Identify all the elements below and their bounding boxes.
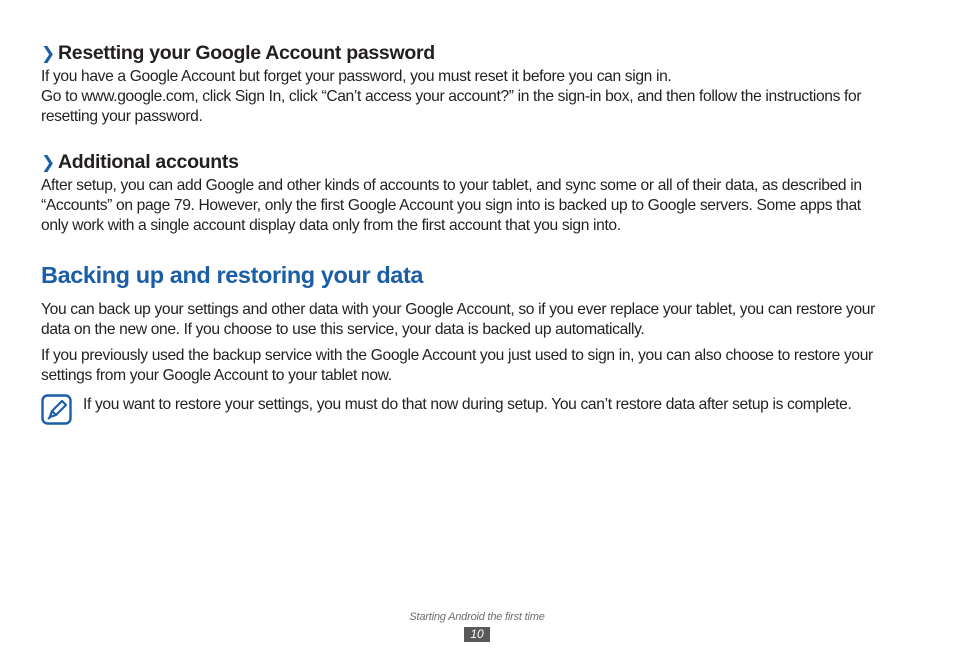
section-heading [41,40,881,67]
section-additional-accounts [41,149,881,236]
section-resetting-password [41,40,881,127]
main-body [41,300,881,425]
paragraph: If you previously used the backup service with the Google Account you just used to sign in, you can also choose to restore your settings from your Google Account to your tablet now. [41,347,873,384]
main-heading: Backing up and restoring your data [41,262,424,288]
note-text: If you want to restore your settings, you must do that now during setup. You can’t restore data after setup is complete. [83,396,852,413]
page-content [41,40,881,425]
page-number: 10 [464,627,490,642]
paragraph: After setup, you can add Google and other kinds of accounts to your tablet, and sync some or all of their data, as described in “Accounts” on page 79. However, only the first Google Account you sign into is backed up to Google servers. Some apps that only work with a single account display data only from the first account that you sign into. [41,177,862,234]
paragraph: Go to www.google.com, click Sign In, click “Can’t access your account?” in the sign-in box, and then follow the instructions for resetting your password. [41,88,862,125]
footer-chapter-label: Starting Android the first time [409,611,545,623]
chevron-right-icon: ❯ [41,44,55,63]
section-heading [41,149,881,176]
note-pencil-icon [41,394,72,425]
section-heading-text: Resetting your Google Account password [58,42,435,64]
paragraph: If you have a Google Account but forget your password, you must reset it before you can sign in. [41,68,672,85]
chevron-right-icon: ❯ [41,153,55,172]
note-box [41,394,881,425]
section-heading-text: Additional accounts [58,151,239,173]
paragraph: You can back up your settings and other data with your Google Account, so if you ever replace your tablet, you can restore your data on the new one. If you choose to use this service, your data is backed up automatically. [41,301,875,338]
page-footer [0,610,954,643]
